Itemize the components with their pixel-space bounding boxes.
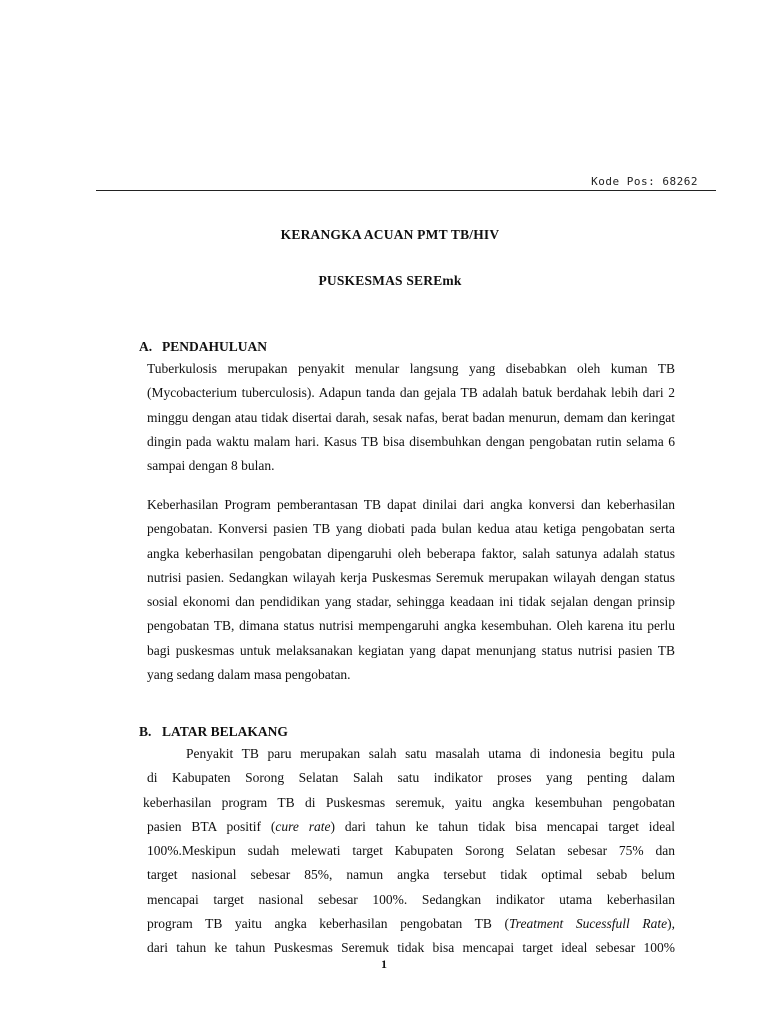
line-text: program TB yaitu angka keberhasilan pengobatan TB ( — [147, 916, 509, 932]
paragraph-line: Penyakit TB paru merupakan salah satu masalah utama di indonesia begitu pula — [186, 746, 675, 761]
paragraph-line: mencapai target nasional sebesar 100%. Sedangkan indikator utama keberhasilan — [147, 891, 675, 907]
paragraph-line: di Kabupaten Sorong Selatan Salah satu indikator proses yang penting dalam — [147, 770, 675, 786]
document-title: KERANGKA ACUAN PMT TB/HIV — [280, 227, 500, 242]
section-a-number: A. — [139, 339, 153, 354]
section-a-title: PENDAHULUAN — [162, 339, 268, 354]
line-text: ) dari tahun ke tahun tidak bisa mencapai target ideal — [330, 818, 675, 834]
line-text: pasien BTA positif ( — [147, 818, 276, 834]
page-number: 1 — [381, 957, 387, 971]
italic-term-cure-rate: cure rate — [275, 818, 331, 834]
section-b-paragraph — [143, 742, 675, 961]
section-a-paragraph-2: Keberhasilan Program pemberantasan TB dapat dinilai dari angka konversi dan keberhasilan pengobatan. Konversi pasien TB yang diobati pada bulan kedua atau ketiga pengobatan serta angka keberhasilan pengobatan dipengaruhi oleh beberapa faktor, salah satunya adalah status nutrisi pasien. Sedangkan wilayah kerja Puskesmas Seremuk merupakan wilayah dengan status sosial ekonomi dan pendidikan yang stadar, sehingga keadaan ini tidak sejalan dengan prinsip pengobatan TB, dimana status nutrisi mempengaruhi angka kesembuhan. Oleh karena itu perlu bagi puskesmas untuk melaksanakan kegiatan yang dapat menunjang status nutrisi pasien TB yang sedang dalam masa pengobatan. — [147, 497, 675, 683]
section-b-title: LATAR BELAKANG — [162, 724, 288, 739]
paragraph-line: dari tahun ke tahun Puskesmas Seremuk tidak bisa mencapai target ideal sebesar 100% — [147, 940, 675, 956]
paragraph-line — [147, 912, 675, 936]
paragraph-line: 100%.Meskipun sudah melewati target Kabupaten Sorong Selatan sebesar 75% dan — [147, 843, 675, 859]
paragraph-line: keberhasilan program TB di Puskesmas seremuk, yaitu angka kesembuhan pengobatan — [143, 794, 675, 810]
document-subtitle: PUSKESMAS SEREmk — [318, 273, 462, 288]
italic-term-treatment-rate: Treatment Sucessfull Rate — [508, 916, 668, 932]
section-b-heading — [139, 724, 288, 740]
line-text: ), — [667, 916, 675, 932]
postal-code: Kode Pos: 68262 — [591, 175, 698, 188]
paragraph-line: target nasional sebesar 85%, namun angka tersebut tidak optimal sebab belum — [147, 867, 675, 883]
section-a-heading — [139, 339, 267, 355]
paragraph-line — [147, 815, 675, 839]
section-a-paragraph-1: Tuberkulosis merupakan penyakit menular langsung yang disebabkan oleh kuman TB (Mycobacterium tuberculosis). Adapun tanda dan gejala TB adalah batuk berdahak lebih dari 2 minggu dengan atau tidak disertai darah, sesak nafas, berat badan menurun, demam dan keringat dingin pada waktu malam hari. Kasus TB bisa disembuhkan dengan pengobatan rutin selama 6 sampai dengan 8 bulan. — [147, 361, 675, 474]
header-divider — [96, 190, 716, 191]
section-b-number: B. — [139, 724, 152, 739]
